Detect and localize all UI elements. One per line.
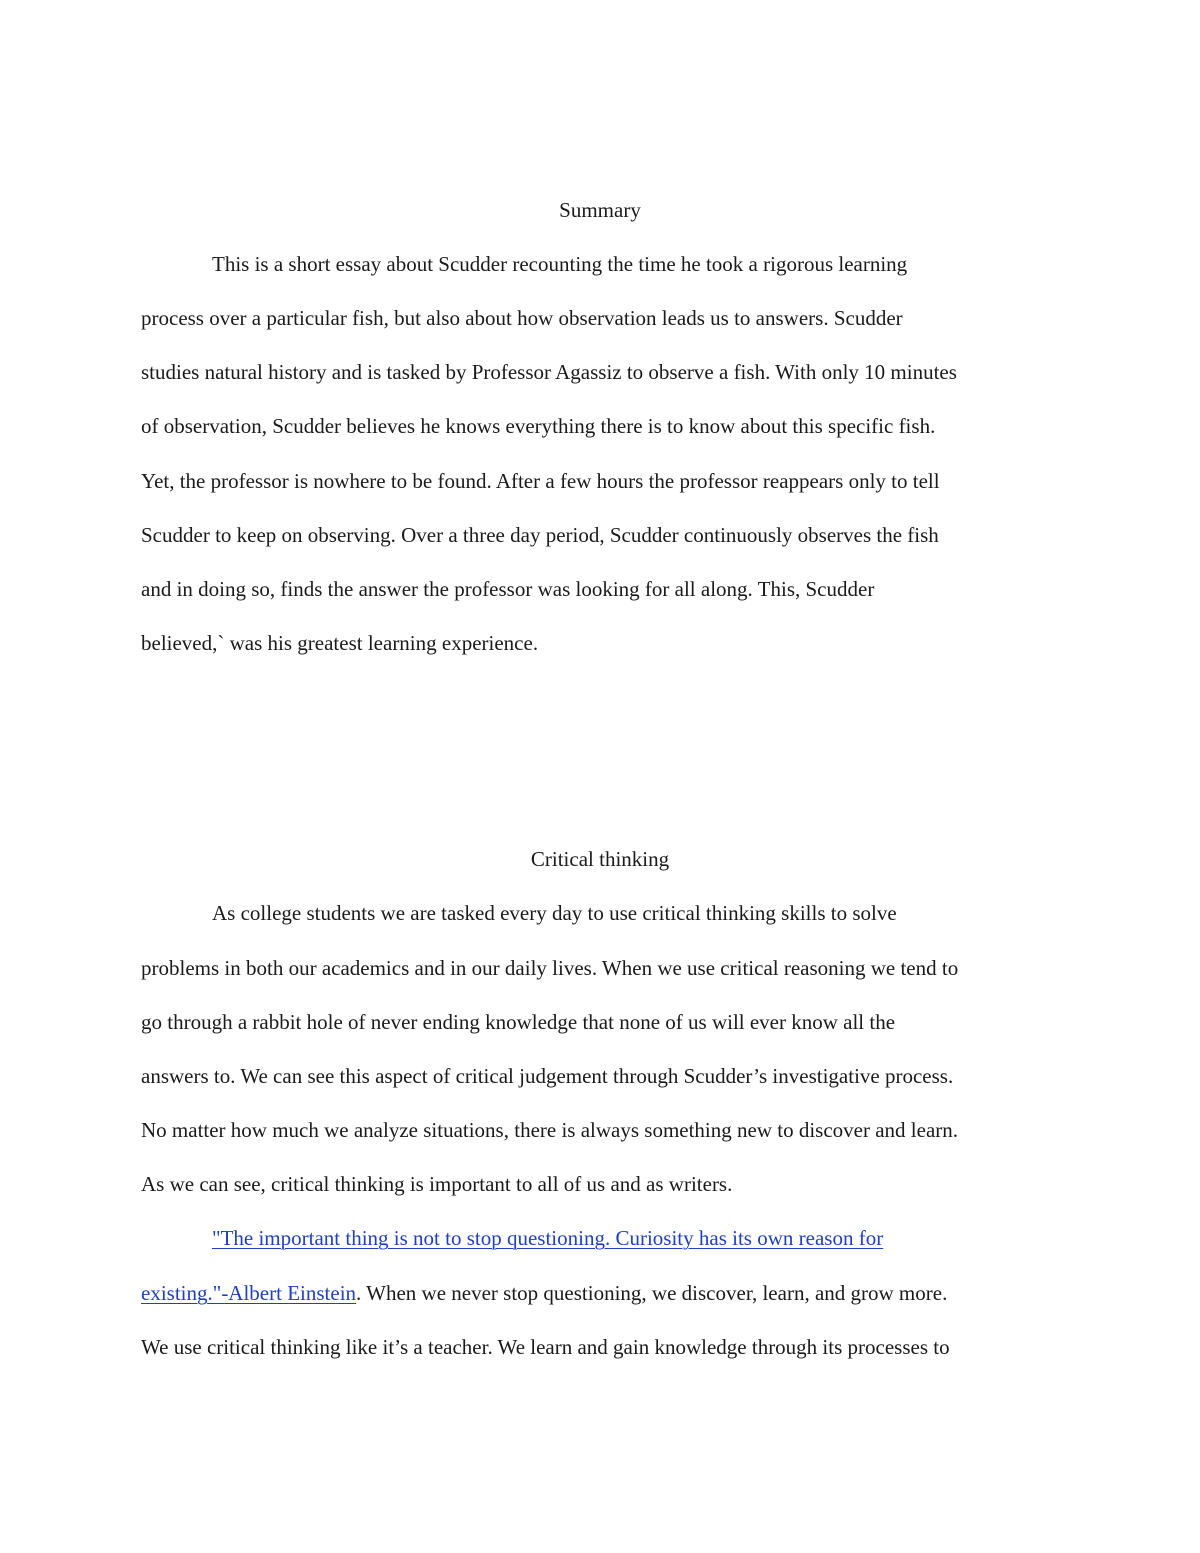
summary-line-2: process over a particular fish, but also about how observation leads us to answers. Scudder xyxy=(141,306,903,330)
critical-line-6: As we can see, critical thinking is important to all of us and as writers. xyxy=(141,1172,733,1196)
summary-line-4: of observation, Scudder believes he knows everything there is to know about this specific fish. xyxy=(141,414,936,438)
critical-line-5: No matter how much we analyze situations, there is always something new to discover and learn. xyxy=(141,1118,959,1142)
summary-line-6: Scudder to keep on observing. Over a three day period, Scudder continuously observes the fish xyxy=(141,523,939,547)
summary-line-1: This is a short essay about Scudder recounting the time he took a rigorous learning xyxy=(212,252,908,276)
quote-tail-text: . When we never stop questioning, we discover, learn, and grow more. xyxy=(356,1281,948,1305)
critical-thinking-heading: Critical thinking xyxy=(530,847,670,871)
einstein-quote-link-part-2[interactable]: existing."-Albert Einstein xyxy=(141,1281,357,1305)
summary-line-3: studies natural history and is tasked by Professor Agassiz to observe a fish. With only 10 minutes xyxy=(141,360,957,384)
summary-line-5: Yet, the professor is nowhere to be found. After a few hours the professor reappears only to tell xyxy=(141,469,940,493)
summary-line-7: and in doing so, finds the answer the professor was looking for all along. This, Scudder xyxy=(141,577,875,601)
quote-line-2 xyxy=(141,1279,947,1307)
quote-line-1 xyxy=(212,1224,883,1252)
critical-last-line: We use critical thinking like it’s a teacher. We learn and gain knowledge through its processes to xyxy=(141,1335,950,1359)
critical-line-3: go through a rabbit hole of never ending knowledge that none of us will ever know all the xyxy=(141,1010,896,1034)
einstein-quote-link-part-1[interactable]: "The important thing is not to stop questioning. Curiosity has its own reason for xyxy=(212,1226,884,1250)
critical-line-1: As college students we are tasked every day to use critical thinking skills to solve xyxy=(212,901,897,925)
summary-heading: Summary xyxy=(559,198,641,222)
critical-line-2: problems in both our academics and in our daily lives. When we use critical reasoning we tend to xyxy=(141,956,959,980)
critical-line-4: answers to. We can see this aspect of critical judgement through Scudder’s investigative process. xyxy=(141,1064,954,1088)
summary-line-8: believed,` was his greatest learning experience. xyxy=(141,631,539,655)
